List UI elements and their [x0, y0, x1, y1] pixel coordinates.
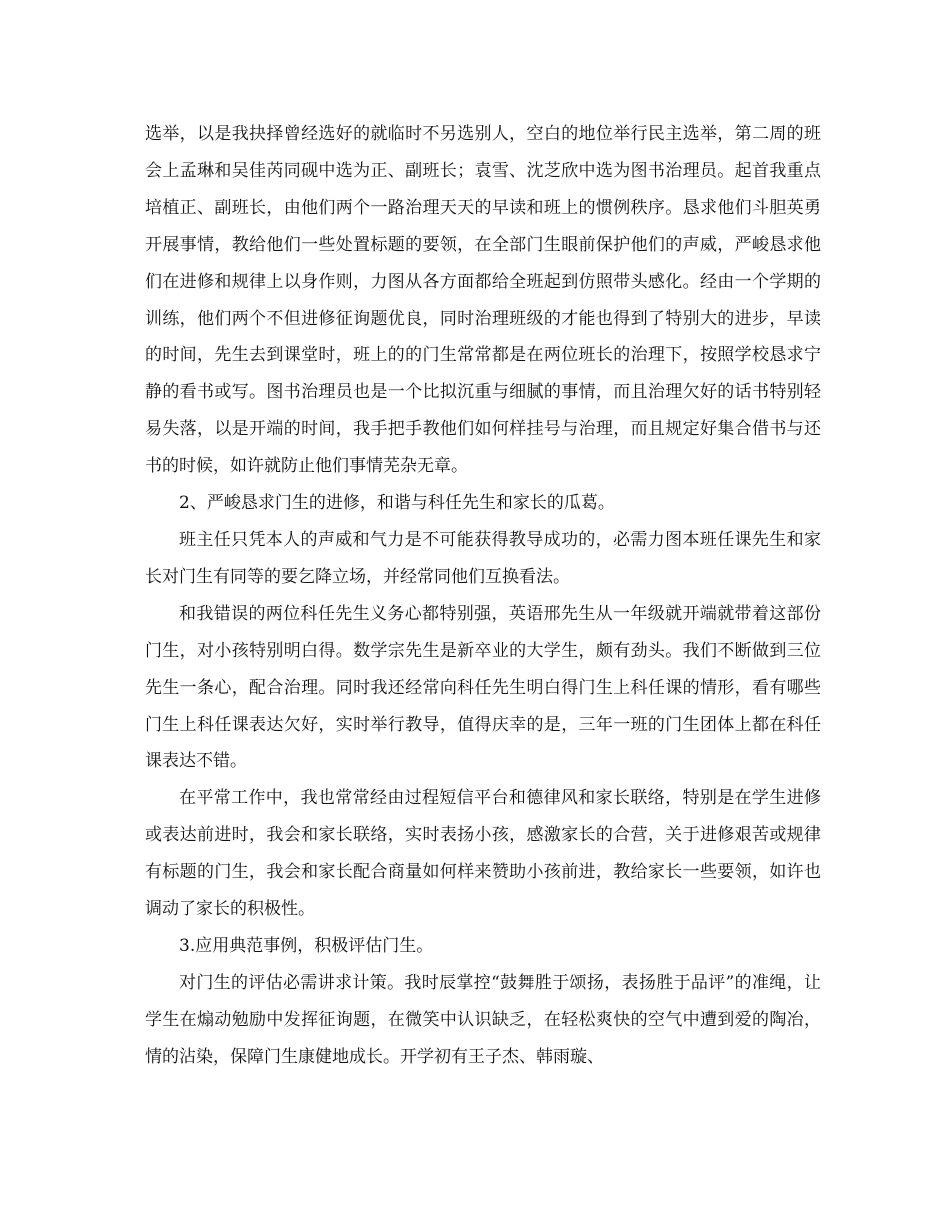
paragraph-3: 班主任只凭本人的声威和气力是不可能获得教导成功的，必需力图本班任课先生和家长对门生有同等的要乞降立场，并经常同他们互换看法。	[145, 529, 821, 587]
paragraph-4: 和我错误的两位科任先生义务心都特别强，英语邢先生从一年级就开端就带着这部份门生，对小孩特别明白得。数学宗先生是新卒业的大学生，颇有劲头。我们不断做到三位先生一条心，配合治理。同时我还经常向科任先生明白得门生上科任课的情形，看有哪些门生上科任课表达欠好，实时举行教导，值得庆幸的是，三年一班的门生团体上都在科任课表达不错。	[145, 603, 821, 772]
paragraph-2-heading: 2、严峻恳求门生的进修，和谐与科任先生和家长的瓜葛。	[179, 493, 615, 514]
paragraph-7: 对门生的评估必需讲求计策。我时辰掌控“鼓舞胜于颂扬，表扬胜于品评”的准绳，让学生在煽动勉励中发挥征询题，在微笑中认识缺乏，在轻松爽快的空气中遭到爱的陶冶，情的沾染，保障门生康健地成长。开学初有王子杰、韩雨璇、	[145, 972, 821, 1067]
paragraph-5: 在平常工作中，我也常常经由过程短信平台和德律风和家长联络，特别是在学生进修或表达前进时，我会和家长联络，实时表扬小孩，感激家长的合营，关于进修艰苦或规律有标题的门生，我会和家长配合商量如何样来赞助小孩前进，教给家长一些要领，如许也调动了家长的积极性。	[145, 788, 821, 920]
paragraph-6-heading: 3.应用典范事例，积极评估门生。	[179, 935, 434, 956]
paragraph-1: 选举，以是我抉择曾经选好的就临时不另选别人，空白的地位举行民主选举，第二周的班会上孟琳和吴佳芮同砚中选为正、副班长；袁雪、沈芝欣中选为图书治理员。起首我重点培植正、副班长，由他们两个一路治理天天的早读和班上的惯例秩序。恳求他们斗胆英勇开展事情，教给他们一些处置标题的要领，在全部门生眼前保护他们的声威，严峻恳求他们在进修和规律上以身作则，力图从各方面都给全班起到仿照带头感化。经由一个学期的训练，他们两个不但进修征询题优良，同时治理班级的才能也得到了特别大的进步，早读的时间，先生去到课堂时，班上的的门生常常都是在两位班长的治理下，按照学校恳求宁静的看书或写。图书治理员也是一个比拟沉重与细腻的事情，而且治理欠好的话书特别轻易失落，以是开端的时间，我手把手教他们如何样挂号与治理，而且规定好集合借书与还书的时候，如许就防止他们事情芜杂无章。	[145, 124, 821, 477]
document-body	[145, 116, 821, 1076]
